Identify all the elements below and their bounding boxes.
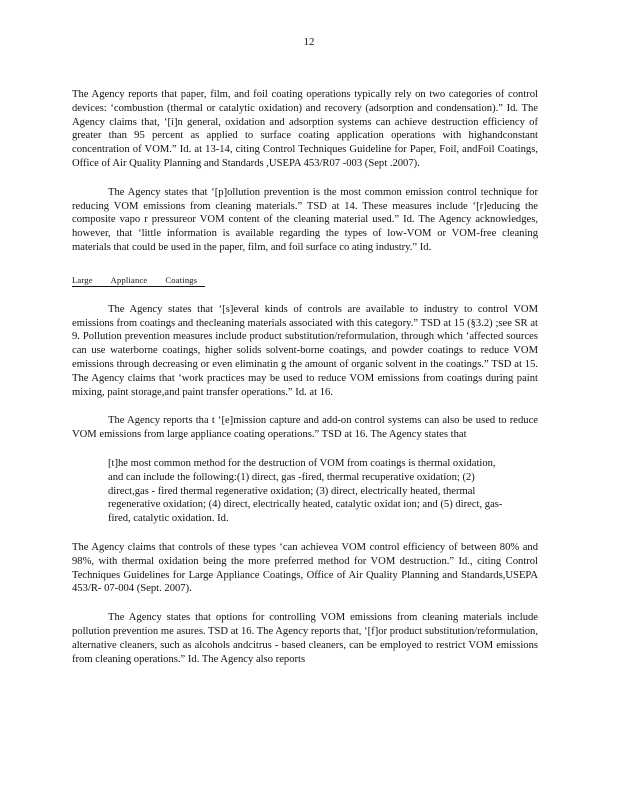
heading-word-large: Large bbox=[72, 274, 93, 285]
page-number: 12 bbox=[303, 36, 315, 48]
quote-text: [t]he most common method for the destruction of VOM from coatings is thermal oxidation, and can include the following:(1) direct, gas -fired, thermal recuperative oxidation; (2) direct,gas - fired thermal regenerative oxidation; (3) direct, electrically heated, thermal regenerative oxidation; (4) direct, electrically heated, catalytic oxidat ion; and (5) direct, gas-fired, catalytic oxidation. Id. bbox=[108, 457, 503, 525]
block-quote-thermal-oxidation bbox=[108, 457, 504, 526]
paragraph-emission-capture: The Agency reports tha t ‘[e]mission capture and add-on control systems can also be used to reduce VOM emissions from large appliance coating operations.” TSD at 16. The Agency states that bbox=[72, 415, 538, 441]
heading-word-appliance: Appliance bbox=[110, 274, 148, 285]
document-body bbox=[72, 88, 538, 666]
paragraph-cleaning-materials-options: The Agency states that options for controlling VOM emissions from cleaning materials include pollution prevention me asures. TSD at 16. The Agency reports that, ‘[f]or product substitution/reformulation, alternative cleaners, such as alcohols andcitrus - based cleaners, can be employed to restrict VOM emissions from cleaning operations.” Id. The Agency also reports bbox=[72, 612, 538, 665]
heading-word-coatings: Coatings bbox=[165, 274, 198, 285]
paragraph-control-efficiency: The Agency claims that controls of these types ‘can achievea VOM control efficiency of between 80% and 98%, with thermal oxidation being the more preferred method for VOM destruction.” Id., citing Control Techniques Guidelines for Large Appliance Coatings, Office of Air Quality Planning and Standards,USEPA 453/R- 07-004 (Sept. 2007). bbox=[72, 541, 538, 595]
paragraph-pollution-prevention: The Agency states that ‘[p]ollution prevention is the most common emission control technique for reducing VOM emissions from cleaning materials.” TSD at 14. These measures include ‘[r]educing the composite vapo r pressureor VOM content of the cleaning material used.” Id. The Agency acknowledges, however, that ‘little information is available regarding the types of low-VOM or VOM-free cleaning materials that could be used in the paper, film, and foil surface co ating industry.” Id. bbox=[72, 186, 538, 253]
paragraph-several-controls: The Agency states that ‘[s]everal kinds of controls are available to industry to control VOM emissions from coatings and thecleaning materials associated with this category.” TSD at 15 (§3.2) ;see SR at 9. Pollution prevention measures include product substitution/reformulation, through which ‘affected sources can use waterborne coatings, higher solids solvent-borne coatings, and powder coatings to reduce VOM emissions through decreasing or even eliminatin g the amount of organic solvent in the coatings.” TSD at 15. The Agency claims that ‘work practices may be used to reduce VOM emissions from coatings during paint mixing, paint storage,and paint transfer operations.” Id. at 16. bbox=[72, 303, 538, 398]
paragraph-paper-film-foil-controls: The Agency reports that paper, film, and foil coating operations typically rely on two categories of control devices: ‘combustion (thermal or catalytic oxidation) and recovery (adsorption and condensation).” Id. The Agency claims that, ‘[i]n general, oxidation and adsorption systems can achieve destruction efficiency of greater than 95 percent as applied to surface coating application operations with highandconstant concentration of VOM.” Id. at 13-14, citing Control Techniques Guideline for Paper, Foil, andFoil Coatings, Office of Air Quality Planning and Standards ,USEPA 453/R07 -003 (Sept .2007). bbox=[72, 89, 538, 169]
section-heading-large-appliance-coatings bbox=[72, 275, 205, 287]
